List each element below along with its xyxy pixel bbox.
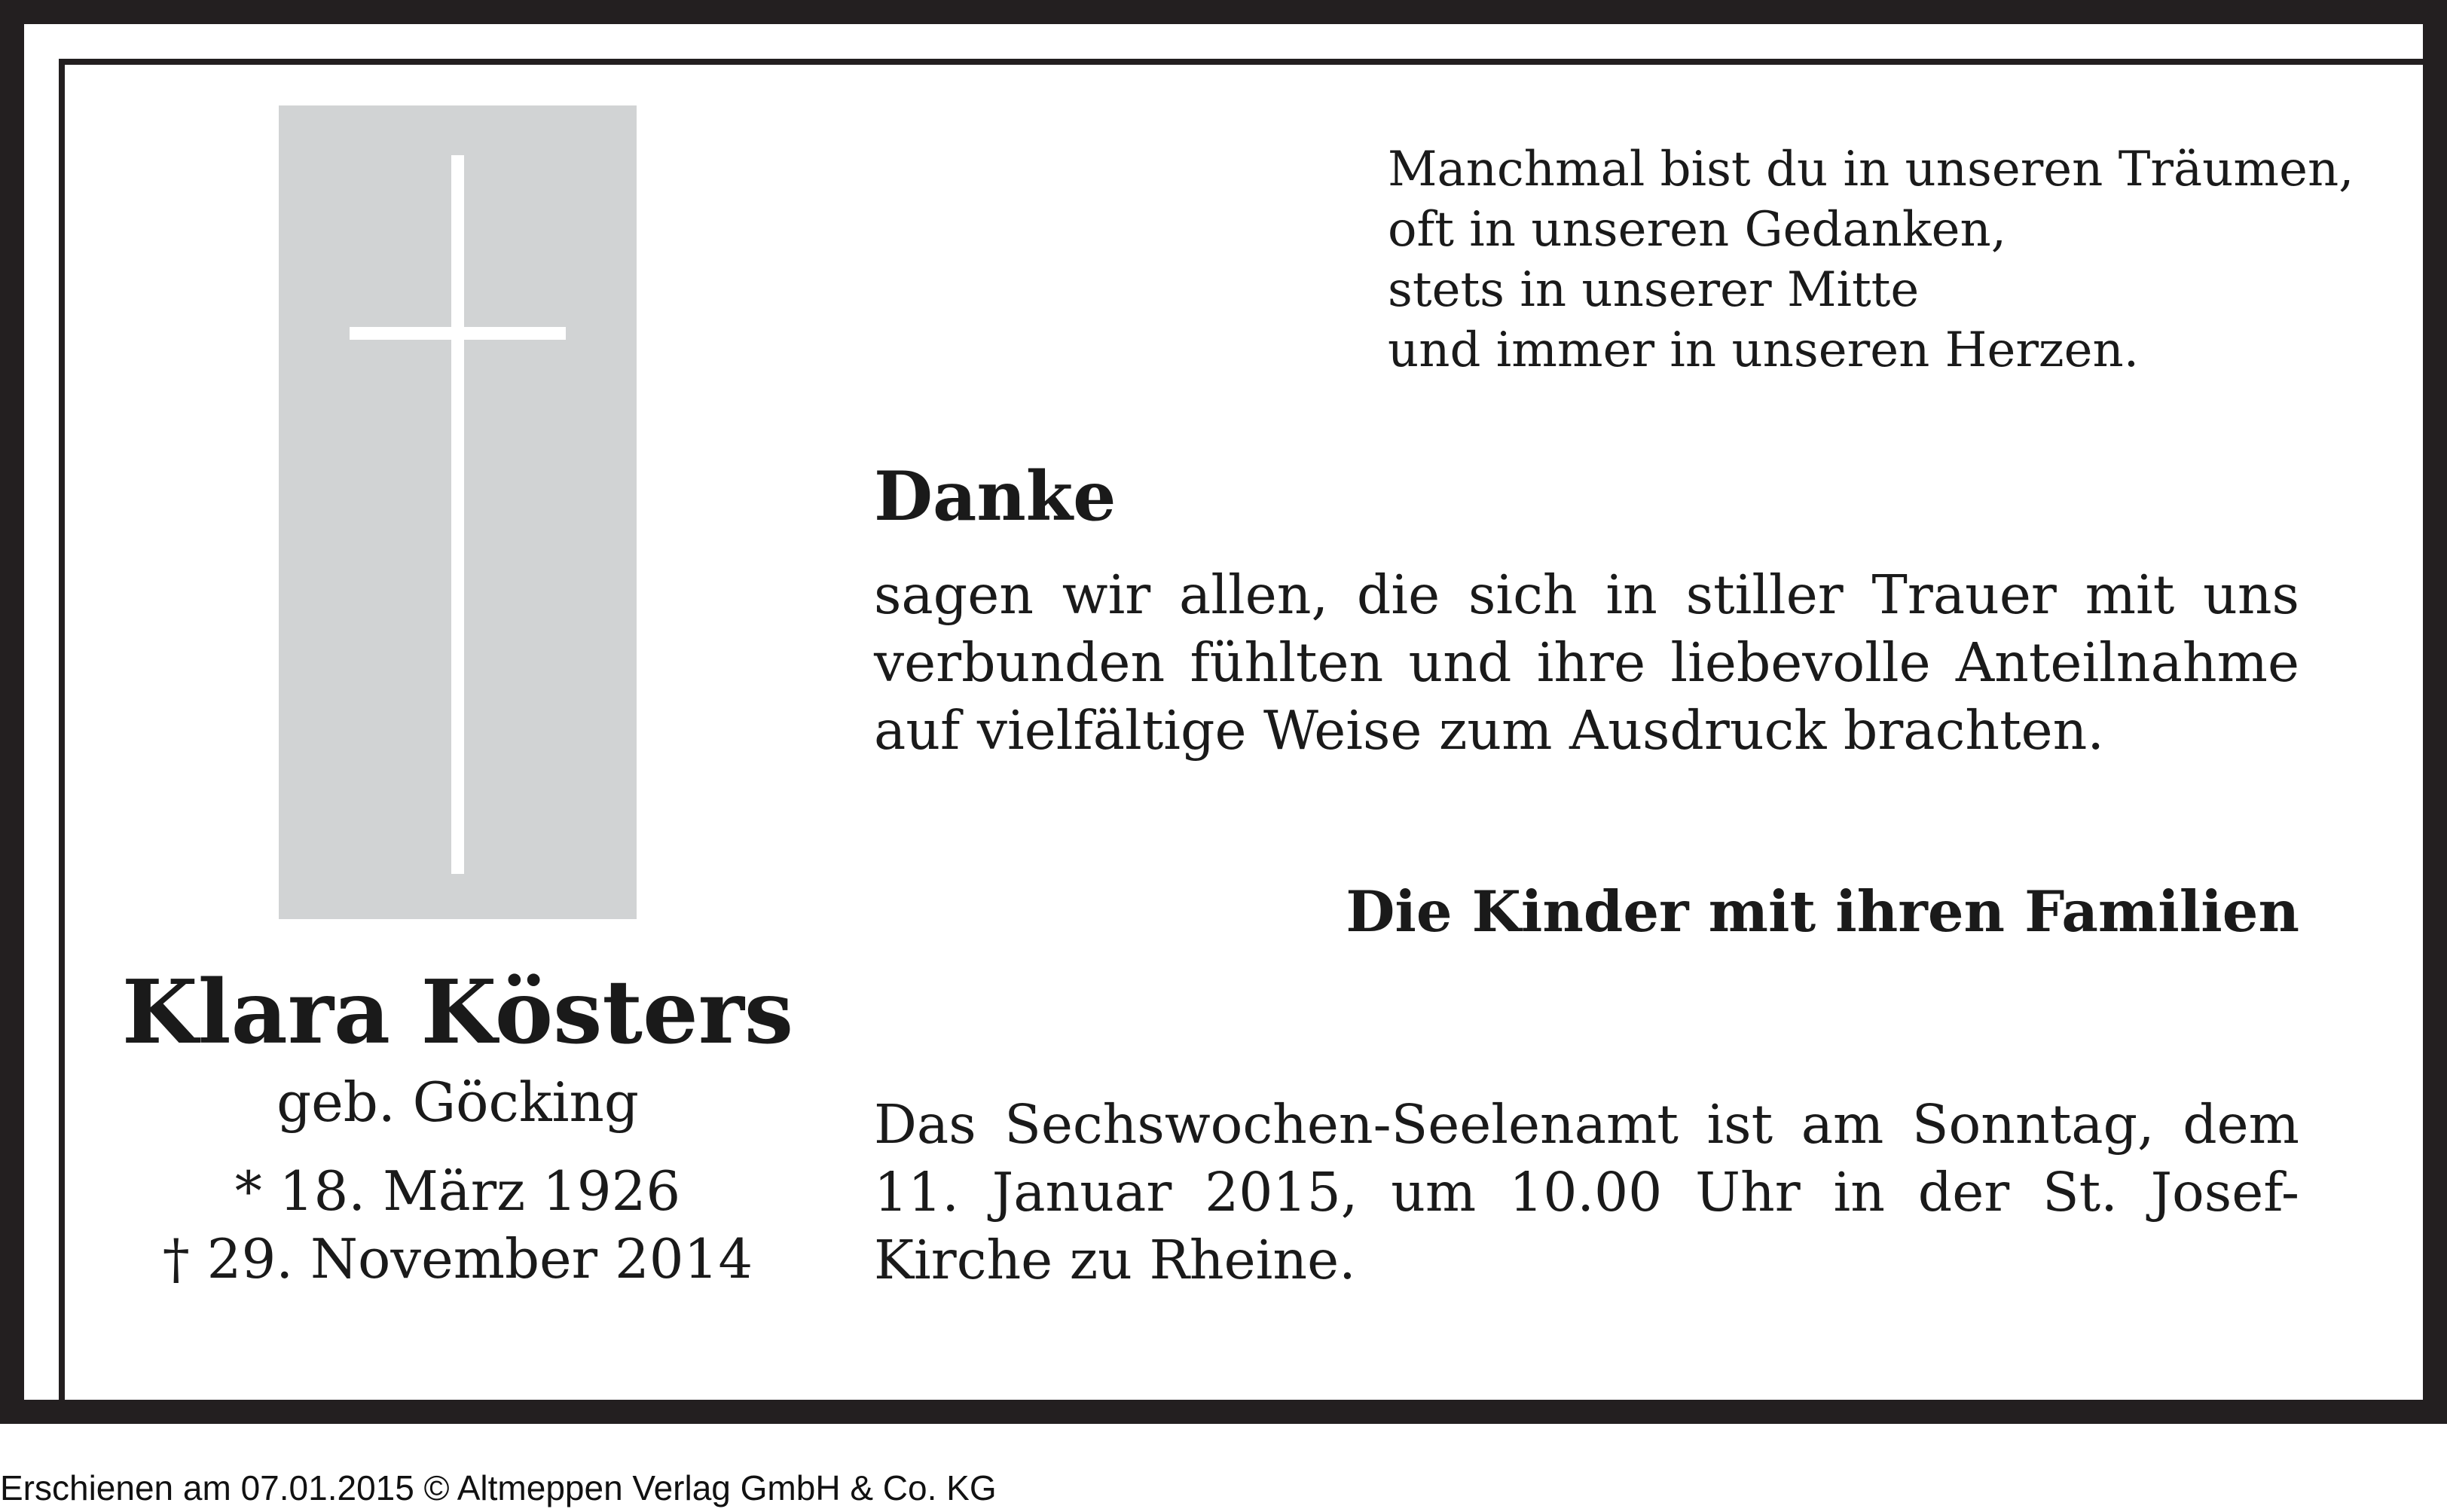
cross-icon-horizontal-bar [350, 327, 566, 340]
birth-date: * 18. März 1926 [234, 1159, 681, 1223]
signoff: Die Kinder mit ihren Familien [1346, 878, 2299, 945]
death-date: † 29. November 2014 [162, 1227, 753, 1291]
service-announcement: Das Sechswochen-Seelenamt ist am Sonntag, dem 11. Januar 2015, um 10.00 Uhr in der St. Josef-Kirche zu Rheine. [874, 1093, 2299, 1291]
cross-image-panel [279, 105, 637, 919]
deceased-name: Klara Kösters [121, 961, 794, 1064]
publication-footer: Erschienen am 07.01.2015 © Altmeppen Verlag GmbH & Co. KG [0, 1468, 997, 1507]
birth-name: geb. Göcking [276, 1071, 639, 1134]
poem [1388, 139, 2390, 380]
poem-line: und immer in unseren Herzen. [1388, 322, 2140, 378]
poem-line: stets in unserer Mitte [1388, 262, 1920, 318]
poem-line: Manchmal bist du in unseren Träumen, [1388, 142, 2354, 197]
poem-line: oft in unseren Gedanken, [1388, 202, 2007, 258]
thanks-text: sagen wir allen, die sich in stiller Trauer mit uns verbunden fühlten und ihre liebevolle Anteilnahme auf vielfältige Weise zum Ausdruck brachten. [874, 564, 2299, 762]
thanks-heading: Danke [874, 457, 1117, 536]
cross-icon-vertical-bar [451, 155, 464, 874]
